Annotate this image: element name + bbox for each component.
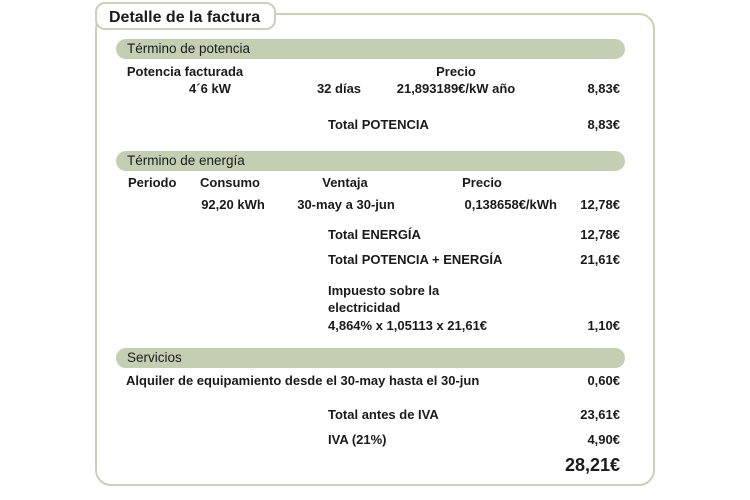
energia-amount: 12,78€ — [580, 197, 620, 212]
tax-amount: 1,10€ — [587, 318, 620, 333]
potencia-total-amount: 8,83€ — [587, 117, 620, 132]
tax-formula: 4,864% x 1,05113 x 21,61€ — [328, 318, 488, 333]
potencia-price-header: Precio — [436, 64, 476, 79]
vat-label: IVA (21%) — [328, 432, 387, 447]
section-header-servicios: Servicios — [116, 348, 625, 368]
panel-title-tab — [95, 2, 276, 30]
grand-total-amount: 28,21€ — [564, 455, 620, 475]
col-header-precio: Precio — [462, 175, 502, 190]
energia-consumo-value: 92,20 kWh — [201, 197, 265, 212]
energia-precio-value: 0,138658€/kWh — [464, 197, 557, 212]
section-header-termino-potencia: Término de potencia — [116, 39, 625, 59]
col-header-consumo: Consumo — [200, 175, 260, 190]
col-header-ventaja: Ventaja — [322, 175, 368, 190]
potencia-days: 32 días — [316, 81, 362, 96]
energia-total-label: Total ENERGÍA — [328, 227, 421, 242]
energia-total-amount: 12,78€ — [580, 227, 620, 242]
energia-ventaja-value: 30-may a 30-jun — [297, 197, 395, 212]
subtotal-amount: 21,61€ — [580, 252, 620, 267]
tax-label-line1: Impuesto sobre la — [328, 283, 440, 298]
pre-vat-amount: 23,61€ — [580, 407, 620, 422]
rental-amount: 0,60€ — [587, 373, 620, 388]
subtotal-label: Total POTENCIA + ENERGÍA — [328, 252, 503, 267]
vat-amount: 4,90€ — [587, 432, 620, 447]
potencia-price: 21,893189€/kW año — [396, 81, 516, 96]
potencia-total-label: Total POTENCIA — [328, 117, 429, 132]
potencia-value: 4´6 kW — [189, 81, 231, 96]
section-header-termino-energia: Término de energía — [116, 151, 625, 171]
pre-vat-label: Total antes de IVA — [328, 407, 439, 422]
tax-label-line2: electricidad — [328, 300, 401, 315]
potencia-amount: 8,83€ — [587, 81, 620, 96]
panel-title: Detalle de la factura — [109, 9, 261, 26]
rental-label: Alquiler de equipamiento desde el 30-may hasta el 30-jun — [126, 373, 480, 388]
invoice-box — [95, 13, 655, 486]
col-header-periodo: Periodo — [128, 175, 177, 190]
potencia-label: Potencia facturada — [126, 64, 244, 79]
